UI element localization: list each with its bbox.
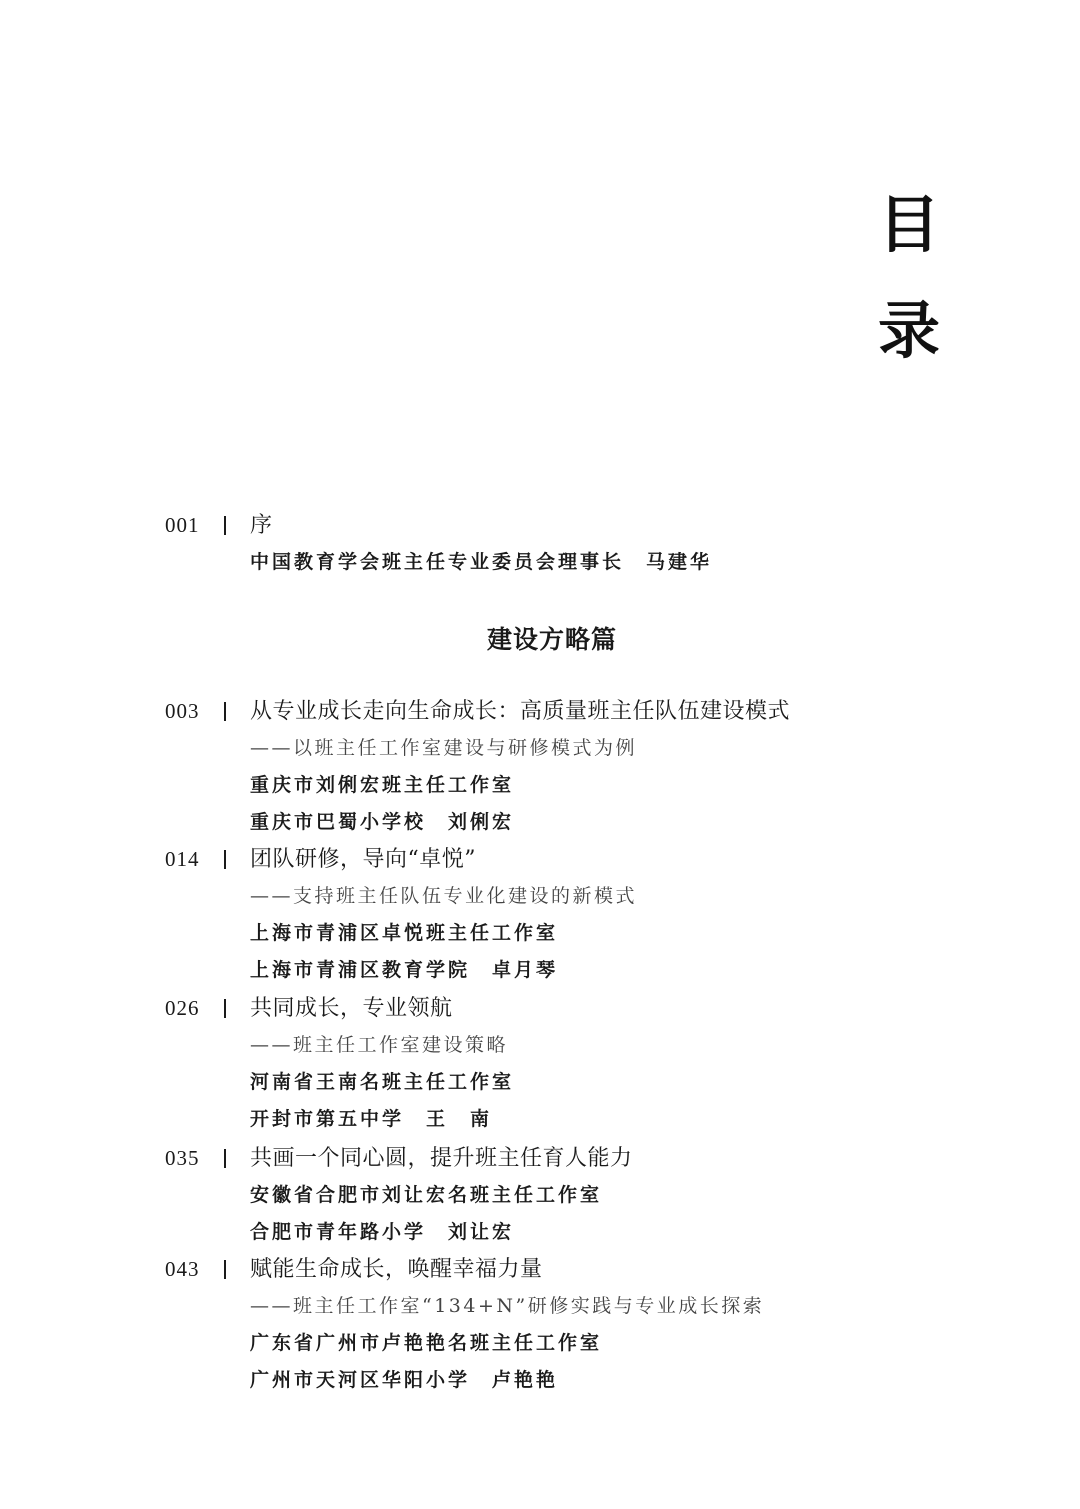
page-number: 003: [165, 699, 200, 723]
entry-author: 上海市青浦区卓悦班主任工作室: [250, 922, 559, 944]
entry-title: 共同成长，专业领航: [250, 996, 453, 1021]
entry-author: 广州市天河区华阳小学 卢艳艳: [250, 1369, 559, 1391]
page-title-char-2: 录: [877, 294, 940, 367]
separator: [224, 1149, 226, 1168]
entry-author: 河南省王南名班主任工作室: [250, 1071, 515, 1093]
separator: [224, 850, 226, 869]
page-number: 043: [165, 1257, 200, 1281]
entry-title: 团队研修，导向“卓悦”: [250, 847, 476, 872]
entry-author: 上海市青浦区教育学院 卓月琴: [250, 959, 559, 981]
entry-author: 开封市第五中学 王 南: [250, 1108, 493, 1130]
separator: [224, 516, 226, 535]
entry-subtitle: ——支持班主任队伍专业化建设的新模式: [250, 885, 638, 907]
section-heading: 建设方略篇: [486, 625, 617, 654]
page-number: 035: [165, 1146, 200, 1170]
entry-title: 序: [250, 513, 273, 538]
entry-author: 中国教育学会班主任专业委员会理事长 马建华: [250, 551, 713, 573]
page-title: [874, 172, 944, 384]
entry-author: 合肥市青年路小学 刘让宏: [250, 1221, 515, 1243]
entry-subtitle: ——班主任工作室建设策略: [250, 1034, 509, 1056]
page-title-char-1: 目: [877, 188, 940, 261]
entry-title: 赋能生命成长，唤醒幸福力量: [250, 1257, 543, 1282]
entry-author: 广东省广州市卢艳艳名班主任工作室: [250, 1332, 603, 1354]
entry-subtitle: ——以班主任工作室建设与研修模式为例: [250, 737, 638, 759]
entry-subtitle: ——班主任工作室“134+N”研修实践与专业成长探索: [250, 1295, 765, 1317]
page-number: 014: [165, 847, 200, 871]
entry-title: 从专业成长走向生命成长：高质量班主任队伍建设模式: [250, 699, 791, 724]
entry-title: 共画一个同心圆，提升班主任育人能力: [250, 1146, 633, 1171]
separator: [224, 1260, 226, 1279]
separator: [224, 702, 226, 721]
entry-author: 重庆市巴蜀小学校 刘俐宏: [250, 811, 515, 833]
entry-author: 重庆市刘俐宏班主任工作室: [250, 774, 515, 796]
entry-author: 安徽省合肥市刘让宏名班主任工作室: [250, 1184, 603, 1206]
page-number: 026: [165, 996, 200, 1020]
page-number: 001: [165, 513, 200, 537]
separator: [224, 999, 226, 1018]
